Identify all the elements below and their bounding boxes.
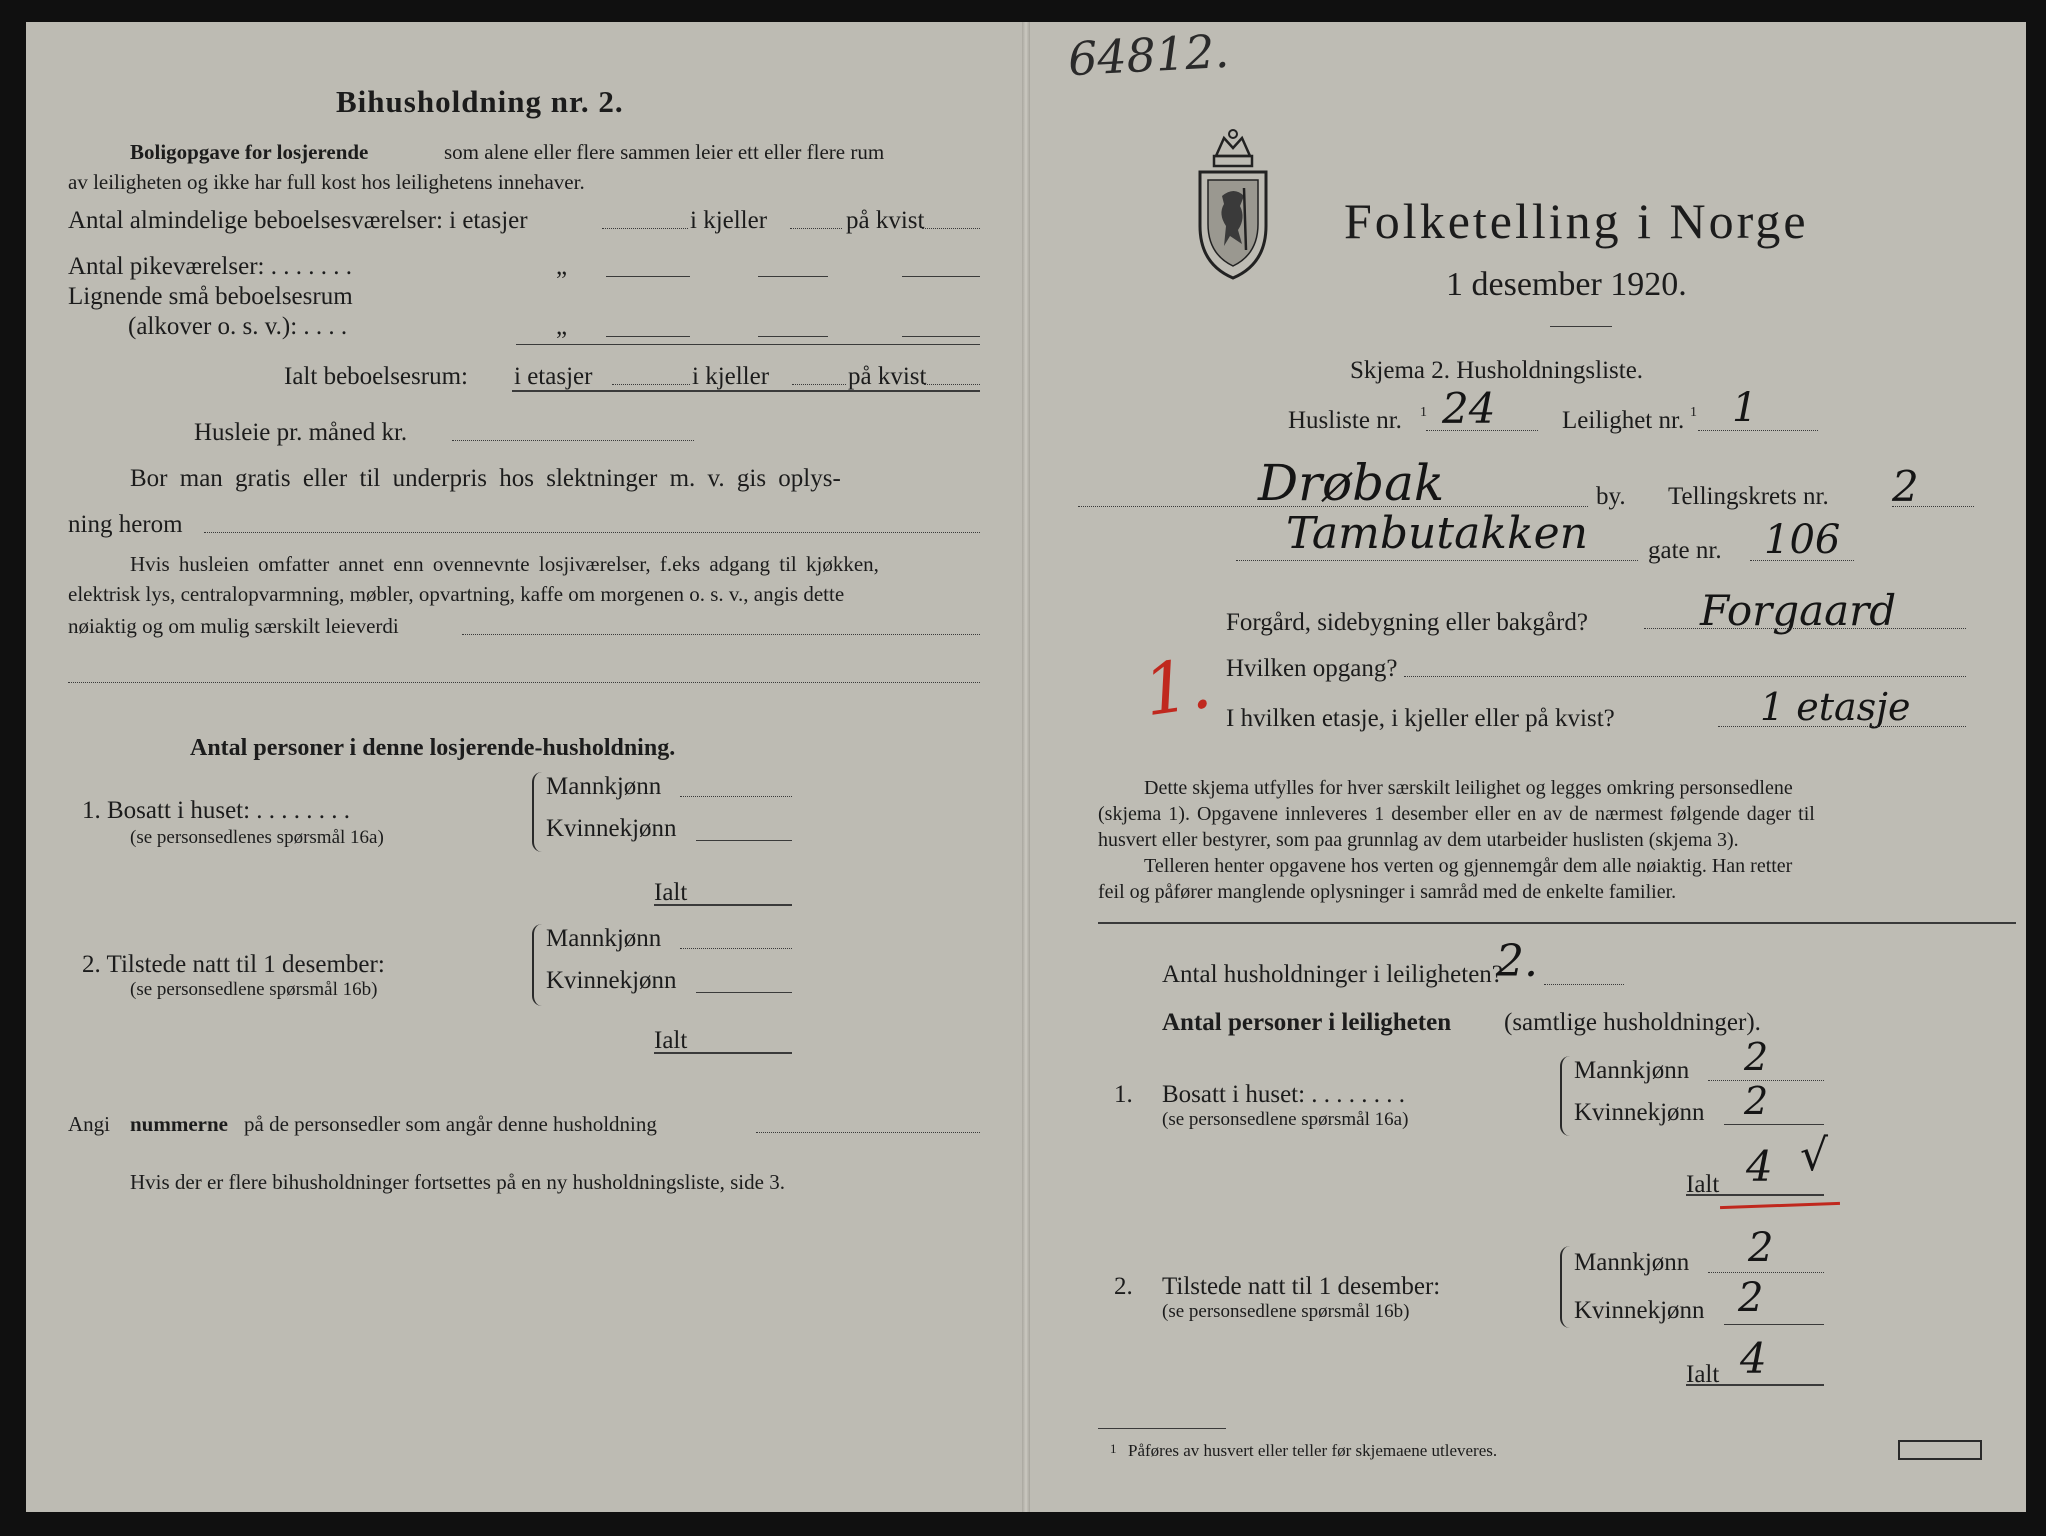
leilighet-sup: 1 [1690,405,1697,420]
street-value: Tambutakken [1286,508,1589,559]
rooms-kjeller-line [790,228,842,229]
q1-label: 1. Bosatt i huset: . . . . . . . . [82,797,351,824]
rooms-label: Antal almindelige beboelsesværelser: i etasjer [68,207,528,234]
info-line-2: (skjema 1). Opgavene innleveres 1 desember eller en av de nærmest følgende dager til [1098,803,1815,825]
r-q2-sub: (se personsedlene spørsmål 16b) [1162,1301,1410,1322]
q1-kvinne-line [696,840,792,841]
r-q2-label: Tilstede natt til 1 desember: [1162,1273,1441,1300]
r-q1-mann-value: 2 [1744,1035,1769,1079]
footnote-num: 1 [1110,1441,1117,1456]
antal-heading: Antal personer i denne losjerende-husholdning. [190,735,676,761]
r-q1-kvinne-line [1724,1124,1824,1125]
r-q2-mann-value: 2 [1748,1225,1774,1271]
q1-ialt-line [654,904,792,906]
lignende-line-1 [606,336,690,337]
q1-brace [532,772,544,852]
r-q1-red-underline [1720,1202,1840,1209]
q2-ialt-label: Ialt [654,1027,688,1054]
r-q2-kvinne-line [1724,1324,1824,1325]
etasje-label: I hvilken etasje, i kjeller eller på kvist? [1226,705,1615,732]
r-q1-ialt-label: Ialt [1686,1171,1720,1198]
angi-bold: nummerne [130,1112,228,1136]
left-title: Bihusholdning nr. 2. [336,84,624,119]
etasje-value: 1 etasje [1760,685,1911,729]
rooms-kvist-label: på kvist [846,207,925,234]
red-mark: 1. [1138,641,1217,733]
ialt-etasjer-label: i etasjer [514,363,593,390]
q2-brace [532,924,544,1006]
lignende-underline [516,344,980,345]
antal-pers-rest: (samtlige husholdninger). [1504,1009,1761,1036]
bor-line [204,532,980,533]
opgang-line [1404,676,1966,677]
census-date: 1 desember 1920. [1446,266,1687,303]
husliste-label: Husliste nr. [1288,407,1402,434]
q2-kvinne-label: Kvinnekjønn [546,967,677,994]
husliste-value: 24 [1442,384,1496,433]
q2-ialt-line [654,1052,792,1054]
r-q2-mann-label: Mannkjønn [1574,1249,1690,1276]
lignende-ditto-marks: „ [556,313,568,340]
tellingskrets-label: Tellingskrets nr. [1668,483,1829,510]
r-q1-ialt-line [1686,1194,1824,1196]
r-q2-ialt-label: Ialt [1686,1361,1720,1388]
opgang-label: Hvilken opgang? [1226,655,1398,682]
pike-label: Antal pikeværelser: . . . . . . . [68,253,352,280]
ialt-etasjer-line [612,384,690,385]
r-q2-kvinne-value: 2 [1738,1275,1764,1321]
husliste-line [1426,430,1538,431]
husleie-label: Husleie pr. måned kr. [194,419,408,446]
r-q1-num: 1. [1114,1081,1133,1108]
pike-line-3 [902,276,980,277]
pike-line-2 [758,276,828,277]
info-separator [1098,922,2016,924]
rooms-kvist-line [922,228,980,229]
forgaard-label: Forgård, sidebygning eller bakgård? [1226,609,1588,636]
ialt-rooms-underline [512,390,980,392]
q2-mann-line [680,948,792,949]
r-q1-mann-label: Mannkjønn [1574,1057,1690,1084]
info-line-1: Dette skjema utfylles for hver særskilt leilighet og legges omkring personsedlene [1144,777,1793,799]
r-q1-kvinne-value: 2 [1744,1079,1769,1123]
leieverdi-line [462,634,980,635]
husliste-sup: 1 [1420,405,1427,420]
city-value: Drøbak [1258,454,1445,512]
intro-rest-1: som alene eller flere sammen leier ett eller flere rum [444,140,885,164]
husleie-line [452,440,694,441]
q2-sub: (se personsedlene spørsmål 16b) [130,979,378,1000]
r-q2-kvinne-label: Kvinnekjønn [1574,1297,1705,1324]
q2-kvinne-line [696,992,792,993]
right-page [1030,22,2026,1512]
pike-line-1 [606,276,690,277]
gate-line [1750,560,1854,561]
title-separator [1550,326,1612,327]
etasje-line [1718,726,1966,727]
r-q2-brace [1560,1246,1572,1328]
r-q1-sub: (se personsedlene spørsmål 16a) [1162,1109,1409,1130]
leieverdi-line-2 [68,682,980,683]
gate-label: gate nr. [1648,537,1722,564]
r-q1-ialt-value: 4 [1746,1142,1773,1191]
hvis-line-3: nøiaktig og om mulig særskilt leieverdi [68,614,399,638]
left-footer: Hvis der er flere bihusholdninger fortsettes på en ny husholdningsliste, side 3. [130,1170,785,1194]
street-line [1236,560,1638,561]
r-q1-label: Bosatt i huset: . . . . . . . . [1162,1081,1406,1108]
city-line [1078,506,1588,507]
angi-line [756,1132,980,1133]
census-sheet [26,22,2026,1512]
lignende-line-2 [758,336,828,337]
ialt-kvist-label: på kvist [848,363,927,390]
leilighet-label: Leilighet nr. [1562,407,1685,434]
r-q2-ialt-line [1686,1384,1824,1386]
antal-hush-line [1544,984,1624,985]
r-q2-num: 2. [1114,1273,1133,1300]
q2-label: 2. Tilstede natt til 1 desember: [82,951,385,978]
bor-line-1: Bor man gratis eller til underpris hos slektninger m. v. gis oplys- [130,465,841,492]
ialt-kjeller-label: i kjeller [692,363,770,390]
r-q2-ialt-value: 4 [1740,1334,1767,1383]
r-q1-kvinne-label: Kvinnekjønn [1574,1099,1705,1126]
pike-ditto-marks: „ [556,253,568,280]
info-line-5: feil og påfører manglende oplysninger i samråd med de enkelte familier. [1098,881,1677,903]
ialt-rooms-label: Ialt beboelsesrum: [284,363,468,390]
info-line-3: husvert eller bestyrer, som paa grunnlag av dem utarbeider huslisten (skjema 3). [1098,829,1739,851]
q1-sub: (se personsedlenes spørsmål 16a) [130,827,384,848]
printer-stamp [1898,1440,1982,1460]
angi-post: på de personsedler som angår denne husholdning [244,1112,657,1136]
r-q2-mann-line [1708,1272,1824,1273]
intro-rest-2: av leiligheten og ikke har full kost hos leilighetens innehaver. [68,170,585,194]
forgaard-line [1644,628,1966,629]
right-title: Folketelling i Norge [1344,193,1809,249]
angi-pre: Angi [68,1112,110,1136]
left-page [26,22,1022,1512]
q1-mann-line [680,796,792,797]
r-q1-check-mark: √ [1800,1130,1829,1181]
rooms-kjeller-label: i kjeller [690,207,768,234]
archive-number: 64812. [1066,23,1231,87]
skjema-label: Skjema 2. Husholdningsliste. [1350,357,1644,384]
by-label: by. [1596,483,1626,510]
hvis-line-1: Hvis husleien omfatter annet enn ovennevnte losjiværelser, f.eks adgang til kjøkken, [130,552,879,576]
antal-hush-label: Antal husholdninger i leiligheten? [1162,961,1503,988]
q2-mann-label: Mannkjønn [546,925,662,952]
lignende-label-2: (alkover o. s. v.): . . . . [128,313,348,340]
forgaard-value: Forgaard [1700,586,1897,635]
info-line-4: Telleren henter opgavene hos verten og gjennemgår dem alle nøiaktig. Han retter [1144,855,1793,877]
antal-hush-value: 2. [1496,936,1538,987]
hvis-line-2: elektrisk lys, centralopvarmning, møbler, opvartning, kaffe om morgenen o. s. v., angis dette [68,582,845,606]
footnote-rule [1098,1428,1226,1429]
lignende-label-1: Lignende små beboelsesrum [68,283,353,310]
leilighet-line [1698,430,1818,431]
antal-pers-bold: Antal personer i leiligheten [1162,1009,1452,1036]
footnote: Påføres av husvert eller teller før skjemaene utleveres. [1128,1441,1498,1460]
ialt-kvist-line [924,384,980,385]
page-fold [1022,22,1030,1512]
q1-kvinne-label: Kvinnekjønn [546,815,677,842]
q1-mann-label: Mannkjønn [546,773,662,800]
lignende-line-3 [902,336,980,337]
q1-ialt-label: Ialt [654,879,688,906]
ialt-kjeller-line [792,384,846,385]
gate-value: 106 [1764,517,1841,563]
coat-of-arms-icon [1194,126,1272,286]
tellingskrets-line [1892,506,1974,507]
tellingskrets-value: 2 [1892,462,1919,511]
leilighet-value: 1 [1732,385,1758,431]
rooms-etasjer-line [602,228,688,229]
r-q1-brace [1560,1056,1572,1136]
intro-bold: Boligopgave for losjerende [130,140,369,164]
bor-line-2: ning herom [68,511,183,538]
